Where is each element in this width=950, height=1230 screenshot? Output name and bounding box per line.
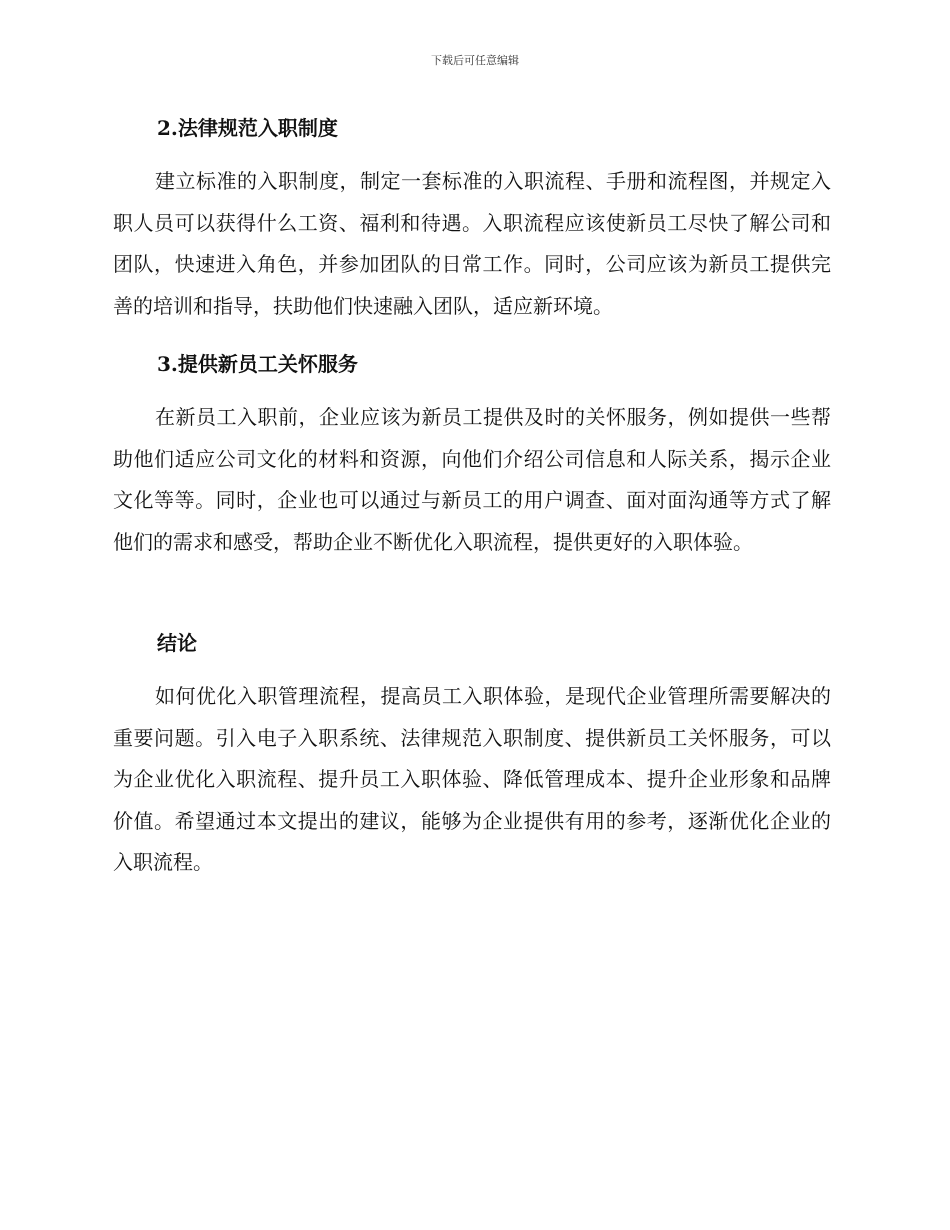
- section-heading-conclusion: 结论: [157, 631, 197, 655]
- section-paragraph-new-employee-care: 在新员工入职前，企业应该为新员工提供及时的关怀服务，例如提供一些帮助他们适应公司文化的材料和资源，向他们介绍公司信息和人际关系，揭示企业文化等等。同时，企业也可以通过与新员工的用户调查、面对面沟通等方式了解他们的需求和感受，帮助企业不断优化入职流程，提供更好的入职体验。: [113, 405, 831, 554]
- section-paragraph-conclusion: 如何优化入职管理流程，提高员工入职体验，是现代企业管理所需要解决的重要问题。引入电子入职系统、法律规范入职制度、提供新员工关怀服务，可以为企业优化入职流程、提升员工入职体验、降低管理成本、提升企业形象和品牌价值。希望通过本文提出的建议，能够为企业提供有用的参考，逐渐优化企业的入职流程。: [113, 684, 831, 874]
- section-paragraph-legal-onboarding: 建立标准的入职制度，制定一套标准的入职流程、手册和流程图，并规定入职人员可以获得什么工资、福利和待遇。入职流程应该使新员工尽快了解公司和团队，快速进入角色，并参加团队的日常工作。同时，公司应该为新员工提供完善的培训和指导，扶助他们快速融入团队，适应新环境。: [113, 169, 831, 318]
- page-header-note: 下载后可任意编辑: [431, 54, 519, 67]
- section-heading-legal-onboarding: 2.法律规范入职制度: [157, 116, 338, 140]
- section-heading-new-employee-care: 3.提供新员工关怀服务: [157, 352, 358, 376]
